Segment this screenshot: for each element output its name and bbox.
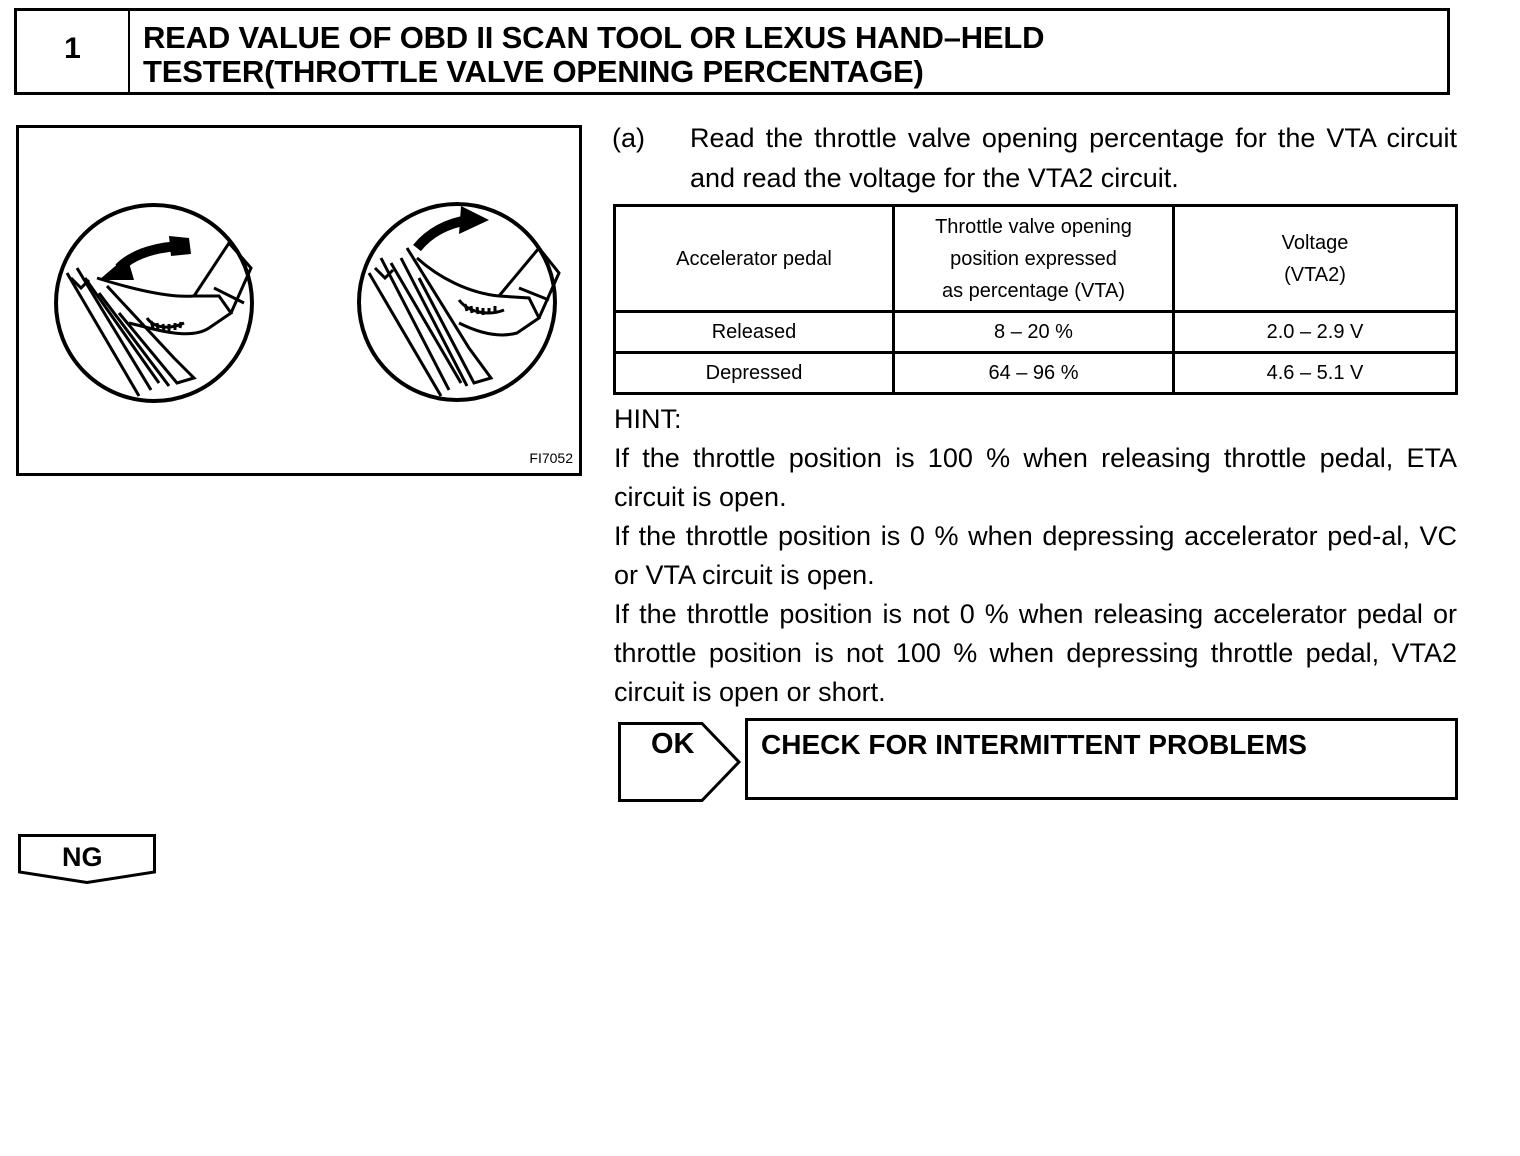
ng-branch-arrow [18,834,156,884]
header-voltage: Voltage (VTA2) [1174,206,1457,312]
ok-result-box [745,718,1458,800]
hint-paragraph: If the throttle position is 0 % when depressing accelerator ped-al, VC or VTA circuit is open. [614,521,1457,590]
hint-paragraph: If the throttle position is 100 % when releasing throttle pedal, ETA circuit is open. [614,443,1457,512]
step-header [14,8,1450,95]
figure-code: FI7052 [529,450,573,466]
hint-paragraph: If the throttle position is not 0 % when releasing accelerator pedal or throttle position is not 100 % when depressing throttle pedal, VTA2 circuit is open or short. [614,599,1457,707]
pedal-illustration [16,125,582,476]
step-title-line2: TESTER(THROTTLE VALVE OPENING PERCENTAGE) [143,54,924,89]
spec-table [613,204,1458,395]
step-a-text: Read the throttle valve opening percentage for the VTA circuit and read the voltage for the VTA2 circuit. [690,123,1457,193]
ok-label: OK [651,728,695,760]
ok-branch-arrow [618,722,742,802]
table-cell: 4.6 – 5.1 V [1174,353,1457,394]
table-cell: 64 – 96 % [894,353,1174,394]
table-cell: 8 – 20 % [894,312,1174,353]
ok-result-text: CHECK FOR INTERMITTENT PROBLEMS [761,729,1307,760]
step-title-line1: READ VALUE OF OBD II SCAN TOOL OR LEXUS HAND–HELD [143,20,1045,55]
ng-label: NG [62,842,103,872]
step-a-marker: (a) [612,123,645,153]
table-cell: 2.0 – 2.9 V [1174,312,1457,353]
hint-section [614,400,1457,712]
accelerator-pedal-released-icon [56,205,252,401]
header-accelerator-pedal: Accelerator pedal [615,206,894,312]
header-throttle-opening: Throttle valve opening position expressed as percentage (VTA) [894,206,1174,312]
table-cell: Depressed [615,353,894,394]
hint-label: HINT: [614,404,682,434]
table-row [615,353,1457,394]
step-number: 1 [17,11,130,92]
step-a-instruction [612,118,1457,198]
step-title [143,21,1433,89]
table-row [615,312,1457,353]
table-cell: Released [615,312,894,353]
table-header-row [615,206,1457,312]
accelerator-pedal-depressed-icon [359,204,559,400]
